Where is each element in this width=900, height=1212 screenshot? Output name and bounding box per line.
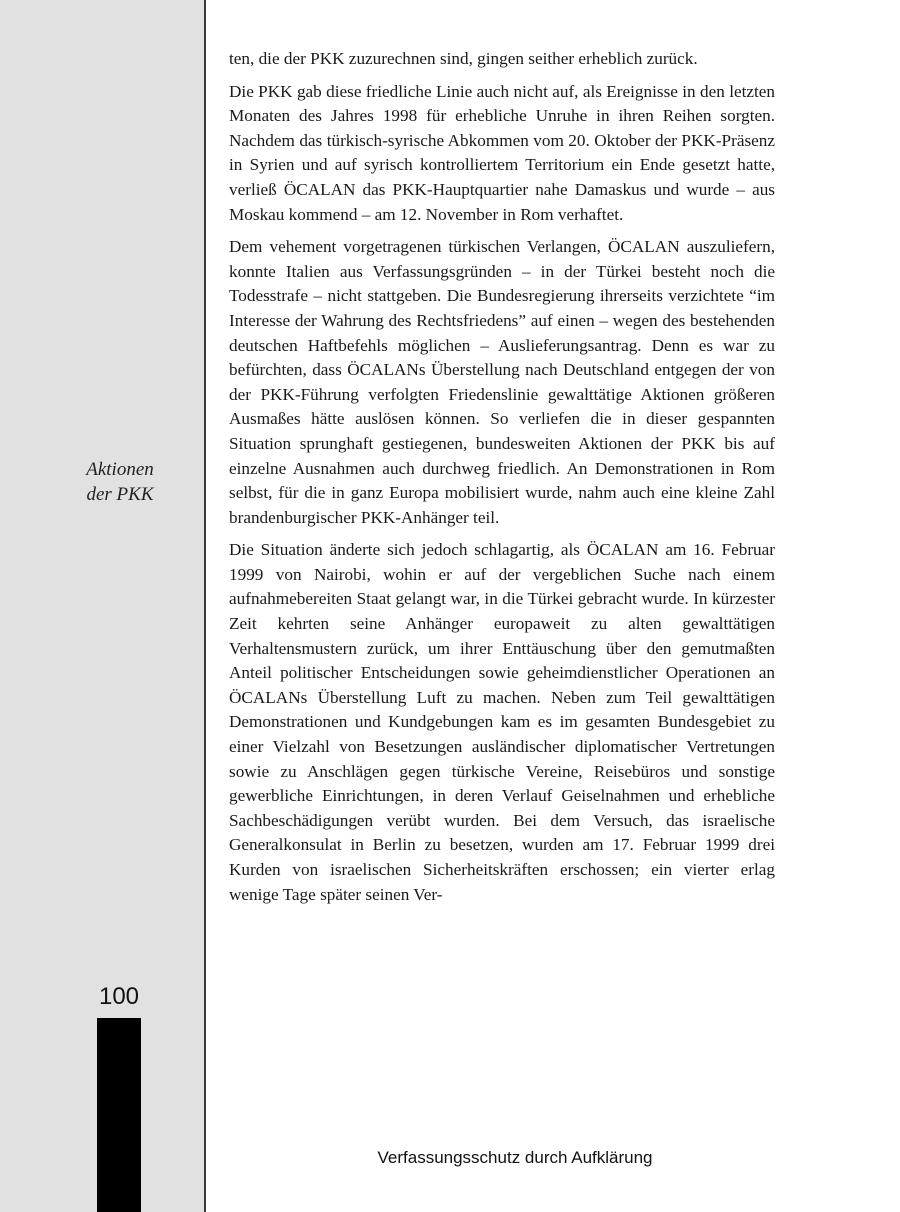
body-text: [229, 47, 775, 915]
margin-column: [0, 0, 204, 1212]
paragraph: Die Situation änderte sich jedoch schlagartig, als ÖCALAN am 16. Februar 1999 von Nairobi, wohin er auf der vergeblichen Suche nach einem aufnahmebereiten Staat gelangt war, in die Türkei gebracht wurde. In kürzester Zeit kehrten seine Anhänger europaweit zu alten gewalttätigen Verhaltensmustern zurück, um ihrer Enttäuschung über den gemutmaßten Anteil politischer Entscheidungen sowie geheimdienstlicher Operationen an ÖCALANs Überstellung Luft zu machen. Neben zum Teil gewalttätigen Demonstrationen und Kundgebungen kam es im gesamten Bundesgebiet zu einer Vielzahl von Besetzungen ausländischer diplomatischer Vertretungen sowie zu Anschlägen gegen türkische Vereine, Reisebüros und sonstige gewerbliche Einrichtungen, in deren Verlauf Geiselnahmen und erhebliche Sachbeschädigungen verübt wurden. Bei dem Versuch, das israelische Generalkonsulat in Berlin zu besetzen, wurden am 17. Februar 1999 drei Kurden von israelischen Sicherheitskräften erschossen; ein vierter erlag wenige Tage später seinen Ver-: [229, 540, 775, 904]
paragraph: ten, die der PKK zuzurechnen sind, gingen seither erheblich zurück.: [229, 49, 698, 68]
page-number: 100: [98, 983, 140, 1010]
footer-title: Verfassungsschutz durch Aufklärung: [377, 1148, 653, 1167]
margin-note: [60, 457, 180, 507]
paragraph: Dem vehement vorgetragenen türkischen Verlangen, ÖCALAN auszuliefern, konnte Italien aus Verfassungsgründen – in der Türkei besteht noch die Todesstrafe – nicht stattgeben. Die Bundesregierung ihrerseits verzichtete “im Interesse der Wahrung des Rechtsfriedens” auf einen – wegen des bestehenden deutschen Haftbefehls möglichen – Auslieferungsantrag. Denn es war zu befürchten, dass ÖCALANs Überstellung nach Deutschland entgegen der von der PKK-Führung verfolgten Friedenslinie gewalttätige Aktionen größeren Ausmaßes hätte auslösen können. So verliefen die in dieser gespannten Situation sprunghaft gestiegenen, bundesweiten Aktionen der PKK bis auf einzelne Ausnahmen auch durchweg friedlich. An Demonstrationen in Rom selbst, für die in ganz Europa mobilisiert wurde, nahm auch eine kleine Zahl brandenburgischer PKK-Anhänger teil.: [229, 237, 775, 527]
margin-divider: [204, 0, 206, 1212]
margin-note-line: Aktionen: [86, 459, 154, 480]
page-tab-marker: [97, 1018, 141, 1212]
paragraph: Die PKK gab diese friedliche Linie auch nicht auf, als Ereignisse in den letzten Monaten des Jahres 1998 für erhebliche Unruhe in ihren Reihen sorgten. Nachdem das türkisch-syrische Abkommen vom 20. Oktober der PKK-Präsenz in Syrien und auf syrisch kontrolliertem Territorium ein Ende gesetzt hatte, verließ ÖCALAN das PKK-Hauptquartier nahe Damaskus und wurde – aus Moskau kommend – am 12. November in Rom verhaftet.: [229, 81, 775, 224]
margin-note-line: der PKK: [86, 484, 154, 505]
